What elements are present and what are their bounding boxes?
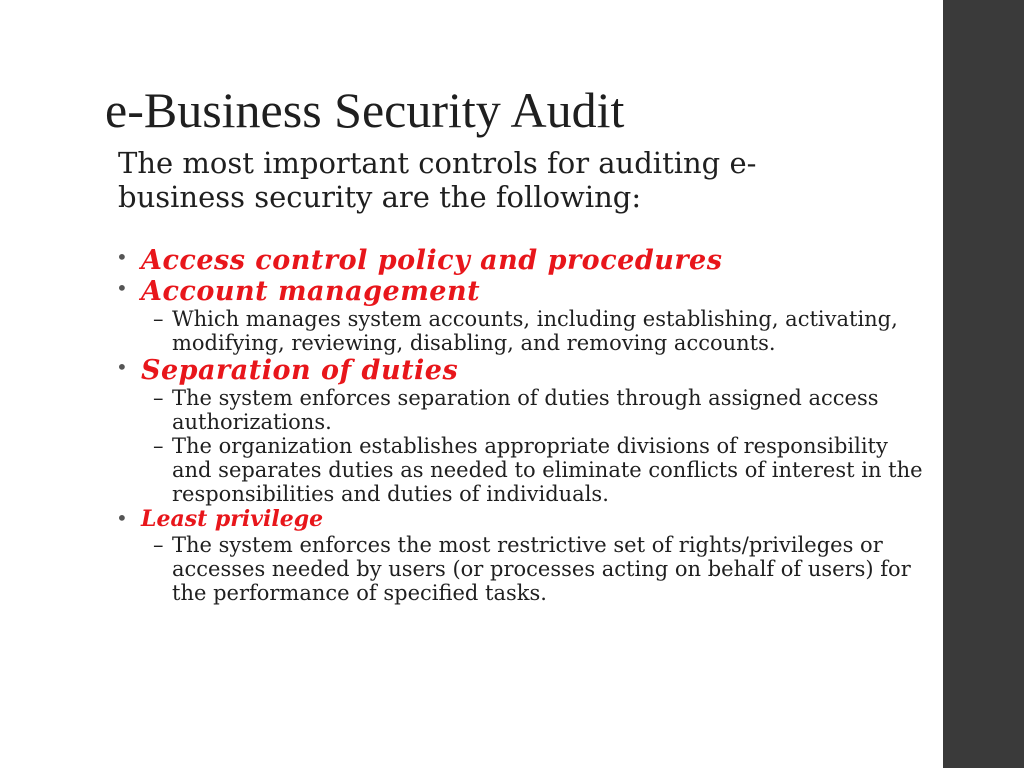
bullet-dot-icon: •	[116, 276, 128, 300]
bullet-dot-icon: •	[116, 506, 128, 530]
bullet-heading: Separation of duties	[141, 355, 459, 386]
bullet-dot-icon: •	[116, 355, 128, 379]
sub-item	[141, 307, 925, 355]
sub-list	[141, 307, 925, 355]
dash-icon: –	[153, 386, 164, 410]
sub-item-text: The organization establishes appropriate divisions of responsibility and separates duties as needed to eliminate conflicts of interest in the responsibilities and duties of individuals.	[172, 434, 923, 506]
sub-item-text: The system enforces the most restrictive set of rights/privileges or accesses needed by users (or processes acting on behalf of users) for the performance of specified tasks.	[172, 533, 911, 605]
right-sidebar-band	[943, 0, 1024, 768]
sub-item	[141, 434, 925, 506]
bullet-dot-icon: •	[116, 245, 128, 269]
dash-icon: –	[153, 533, 164, 557]
bullet-heading: Access control policy and procedures	[141, 245, 723, 276]
bullet-list	[110, 245, 925, 605]
sub-list	[141, 533, 925, 605]
bullet-heading: Least privilege	[141, 506, 324, 532]
sub-item-text: Which manages system accounts, including establishing, activating, modifying, reviewing, disabling, and removing accounts.	[172, 307, 898, 355]
slide-intro: The most important controls for auditing e-business security are the following:	[118, 146, 757, 214]
bullet-heading: Account management	[141, 276, 481, 307]
dash-icon: –	[153, 307, 164, 331]
sub-item	[141, 533, 925, 605]
bullet-item	[110, 506, 925, 605]
slide-title: e-Business Security Audit	[105, 82, 625, 138]
sub-list	[141, 386, 925, 506]
bullet-item	[110, 355, 925, 506]
sub-item-text: The system enforces separation of duties through assigned access authorizations.	[172, 386, 879, 434]
bullet-item	[110, 276, 925, 355]
dash-icon: –	[153, 434, 164, 458]
sub-item	[141, 386, 925, 434]
bullet-item	[110, 245, 925, 276]
